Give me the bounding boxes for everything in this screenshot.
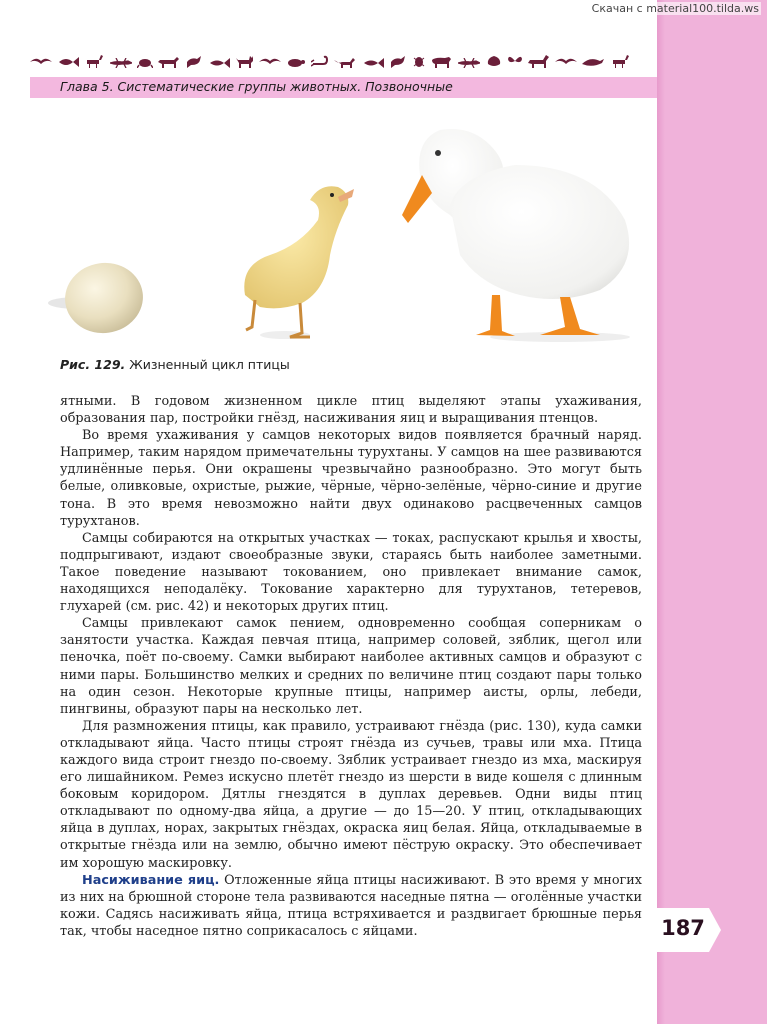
- term-incubation: Насиживание яиц.: [82, 872, 220, 888]
- figure-caption-text: Жизненный цикл птицы: [125, 357, 290, 372]
- horse-silhouette-icon: [528, 53, 550, 72]
- chapter-title: Глава 5. Систематические группы животных. Позвоночные: [60, 79, 453, 94]
- fish-silhouette-icon: [362, 53, 384, 72]
- bear-silhouette-icon: [431, 53, 453, 72]
- paragraph-incubation-text: Отложенные яйца птицы насиживают. В это время у многих из них на брюшной стороне тела развиваются наседные пятна — оголённые участки кожи. Садясь насиживать яйца, птица встряхивается и раздвигает брюшные перья так, чтобы наседное пятно соприкасалось с яйцами.: [60, 872, 642, 939]
- beetle-silhouette-icon: [412, 53, 426, 72]
- paragraph: Для размножения птицы, как правило, устраивают гнёзда (рис. 130), куда самки откладывают яйца. Часто птицы строят гнёзда из сучьев, травы или мха. Птица каждого вида строит гнездо по-своему. Зяблик устраивает гнездо из мха, маскируя его лишайником. Ремез искусно плетёт гнездо из шерсти в виде кошеля с длинным боковым коридором. Дятлы гнездятся в дуплах деревьев. Одни виды птиц откладывают по одному-два яйца, а другие — до 15—20. У птиц, откладывающих яйца в дуплах, норах, закрытых гнёздах, окраска яиц белая. Яйца, откладываемые в открытые гнёзда или на землю, обычно имеют пёструю окраску. Это обеспечивает им хорошую маскировку.: [60, 718, 642, 871]
- bird-silhouette-icon: [185, 53, 203, 72]
- shell-silhouette-icon: [486, 53, 502, 72]
- paragraph: Самцы собираются на открытых участках — токах, распускают крылья и хвосты, подпрыгивают, издают своеобразные звуки, стараясь быть наиболее заметными. Такое поведение называют токованием, оно привлекает внимание самок, находящихся неподалёку. Токование характерно для турухтанов, тетеревов, глухарей (см. рис. 42) и некоторых других птиц.: [60, 530, 642, 615]
- deer-silhouette-icon: [610, 53, 630, 72]
- lizard-silhouette-icon: [458, 53, 480, 72]
- figure-caption: [60, 357, 290, 372]
- wolf-silhouette-icon: [158, 53, 180, 72]
- fish-silhouette-icon: [57, 53, 79, 72]
- bird-silhouette-icon: [555, 53, 577, 72]
- deer-silhouette-icon: [84, 53, 104, 72]
- paragraph-incubation: [60, 872, 642, 940]
- fish-silhouette-icon: [208, 53, 230, 72]
- frog-silhouette-icon: [137, 53, 153, 72]
- cat-silhouette-icon: [236, 53, 254, 72]
- lizard-silhouette-icon: [110, 53, 132, 72]
- turtle-silhouette-icon: [286, 53, 306, 72]
- paragraph: ятными. В годовом жизненном цикле птиц выделяют этапы ухаживания, образования пар, постройки гнёзд, насиживания яиц и выращивания птенцов.: [60, 394, 642, 427]
- fox-silhouette-icon: [334, 53, 356, 72]
- figure-caption-label: Рис. 129.: [60, 357, 126, 372]
- bird-silhouette-icon: [30, 53, 52, 72]
- figure-bird-life-cycle: [40, 105, 650, 350]
- bird-silhouette-icon: [389, 53, 407, 72]
- duck-image: [402, 129, 630, 342]
- paragraph: Самцы привлекают самок пением, одновременно сообщая соперникам о занятости участка. Каждая певчая птица, например соловей, зяблик, щегол или пеночка, поёт по-своему. Самки выбирают наиболее активных самцов и образуют с ними пары. Большинство мелких и средних по величине птиц создают пары только на один сезон. Некоторые крупные птицы, например аисты, орлы, лебеди, пингвины, образуют пары на несколько лет.: [60, 616, 642, 717]
- butterfly-silhouette-icon: [507, 53, 523, 72]
- scorpion-silhouette-icon: [311, 53, 329, 72]
- page-number: 187: [661, 916, 705, 940]
- paragraph: Во время ухаживания у самцов некоторых видов появляется брачный наряд. Например, таким нарядом примечательны турухтаны. У самцов на шее развиваются удлинённые перья. Они окрашены чрезвычайно разнообразно. Это могут быть белые, оливковые, охристые, рыжие, чёрные, чёрно-зелёные, чёрно-синие и другие тона. В это время невозможно найти двух одинаково расцвеченных самцов турухтанов.: [60, 428, 642, 529]
- right-margin-band: [657, 0, 767, 1024]
- animal-silhouette-strip: [30, 52, 630, 72]
- dolphin-silhouette-icon: [582, 53, 604, 72]
- egg-image: [48, 258, 147, 338]
- duckling-image: [244, 186, 354, 339]
- bird-silhouette-icon: [259, 53, 281, 72]
- watermark: Скачан с material100.tilda.ws: [591, 2, 759, 15]
- right-margin-band-shade: [657, 0, 665, 1024]
- body-text: [60, 393, 642, 940]
